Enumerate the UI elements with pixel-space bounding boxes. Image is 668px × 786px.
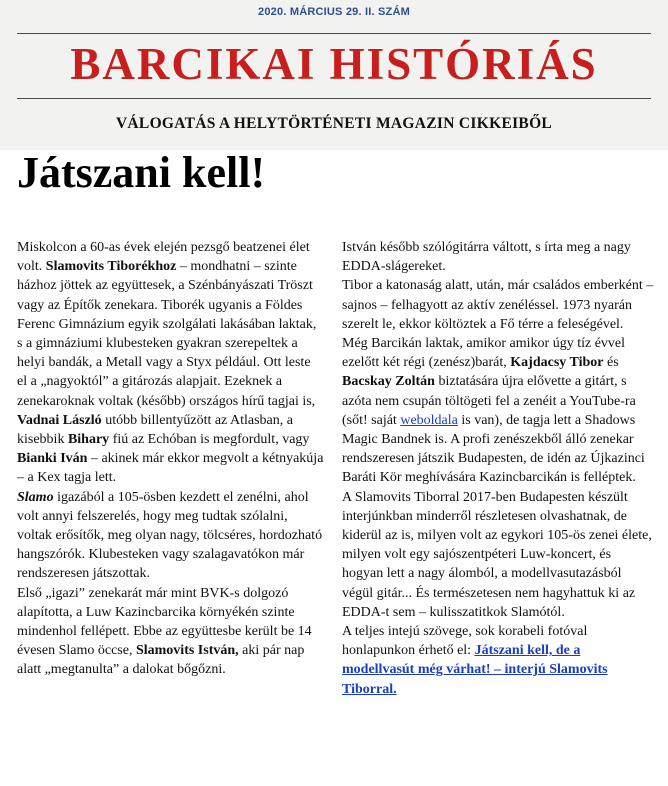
masthead (0, 0, 668, 150)
article-paragraph (17, 488, 324, 584)
text-run: aki pár nap alatt „megtanulta” a dalokat bőgőzni. (17, 643, 305, 678)
text-run: biztatására újra elővette a gitárt, s azóta nem csupán töltögeti fel a zenéit a YouTube-ra (sőt! saját (342, 374, 636, 428)
person-name: Bacskay Zoltán (342, 374, 435, 390)
text-run: Első „igazi” zenekarát már mint BVK-s dolgozó alapította, a Luw Kazincbarcika környékén szinte mindenhol fellépett. Ebbe az együttesbe került be 14 évesen Slamo öccse, (17, 585, 312, 659)
article-paragraph (17, 238, 324, 488)
text-run: A teljes intejú szövege, sok korabeli fotóval honlapunkon érhető el: (342, 624, 588, 659)
text-run: – akinek már ekkor megvolt a kétnyakúja – a Kex tagja lett. (17, 451, 324, 486)
article-headline: Játszani kell! (17, 148, 266, 197)
divider-top (17, 33, 651, 34)
person-name: Bianki Iván (17, 451, 88, 467)
person-name: Bihary (67, 432, 110, 448)
magazine-tagline: VÁLOGATÁS A HELYTÖRTÉNETI MAGAZIN CIKKEIBŐL (115, 115, 553, 132)
text-run: fiú az Echóban is megfordult, vagy (109, 432, 310, 448)
article-paragraph (17, 584, 324, 680)
interview-link[interactable]: Játszani kell, de a modellvasút még várhat! – interjú Slamovits Tiborral. (342, 643, 608, 697)
article-paragraph: Tibor a katonaság alatt, után, már családos emberként – sajnos – felhagyott az aktív zenéléssel. 1973 nyarán szerelt le, ekkor költöztek a Fő térre a feleségével. (342, 278, 654, 332)
person-name: Kajdacsy Tibor (510, 355, 604, 371)
article-paragraph: István később szólógitárra váltott, s írta meg a nagy EDDA-slágereket. (342, 240, 631, 275)
article-paragraph (342, 622, 654, 699)
nickname: Slamo (17, 489, 54, 505)
person-name: Slamovits István, (135, 643, 239, 659)
article-paragraph (342, 334, 654, 488)
divider-middle (17, 98, 651, 99)
text-run: Miskolcon a 60-as évek elején pezsgő beatzenei élet volt. (17, 240, 310, 275)
article-paragraph: A Slamovits Tiborral 2017-ben Budapesten készült interjúnkban minderről részletesen olvashatnak, de kiderül az is, milyen volt az egykori 105-ös zenei élete, milyen volt egy sajószentpéteri Luw-koncert, és hogyan lett a nagy álomból, a modellvasutazásból végül gitár... És természetesen nem hagyhattuk ki az EDDA-t sem – kulisszatitkok Slamótól. (342, 489, 652, 620)
text-run: igazából a 105-ösben kezdett el zenélni, ahol volt annyi felszerelés, hogy meg tudtak szólalni, voltak erősítők, meg olyan nagy, tölcséres, hordozható hangszórók. Klubesteken vagy szalagavatókon már rendszeresen játszottak. (17, 489, 323, 582)
magazine-title: BARCIKAI HISTÓRIÁS (70, 39, 598, 89)
website-link[interactable]: weboldala (400, 412, 458, 428)
text-run: – mondhatni – szinte házhoz jöttek az együttesek, a Szénbányászati Tröszt vagy az Építők zenekara. Tiborék ugyanis a Földes Ferenc Gimnázium egyik szolgálati lakásában laktak, s a gimnáziumi klubesteken gyakran szerepeltek a helyi bandák, a Metall vagy a Styx például. Ott leste el a „nagyoktól” a gitározás alapjait. Ezeknek a zenekaroknak voltak (később) országos hírű tagjai is, (17, 259, 317, 409)
text-run: és (603, 355, 619, 371)
person-name: Vadnai László (17, 412, 102, 428)
article-column-right (342, 238, 654, 699)
article-column-left (17, 238, 324, 680)
text-run: Még Barcikán laktak, amikor amikor úgy tíz évvel ezelőtt két régi (zenész)barát, (342, 336, 626, 371)
text-run: utóbb billentyűzött az Atlasban, a kisebbik (17, 412, 293, 448)
person-name: Slamovits Tiborékhoz (45, 259, 177, 275)
issue-date: 2020. MÁRCIUS 29. II. SZÁM (258, 6, 410, 18)
text-run: is van), de tagja lett a Shadows Magic Bandnek is. A profi zenészekből álló zenekar rendszeresen játszik Budapesten, de idén az Újkazinci Baráti Kör meghívására Kazincbarcikán is felléptek. (342, 412, 645, 486)
